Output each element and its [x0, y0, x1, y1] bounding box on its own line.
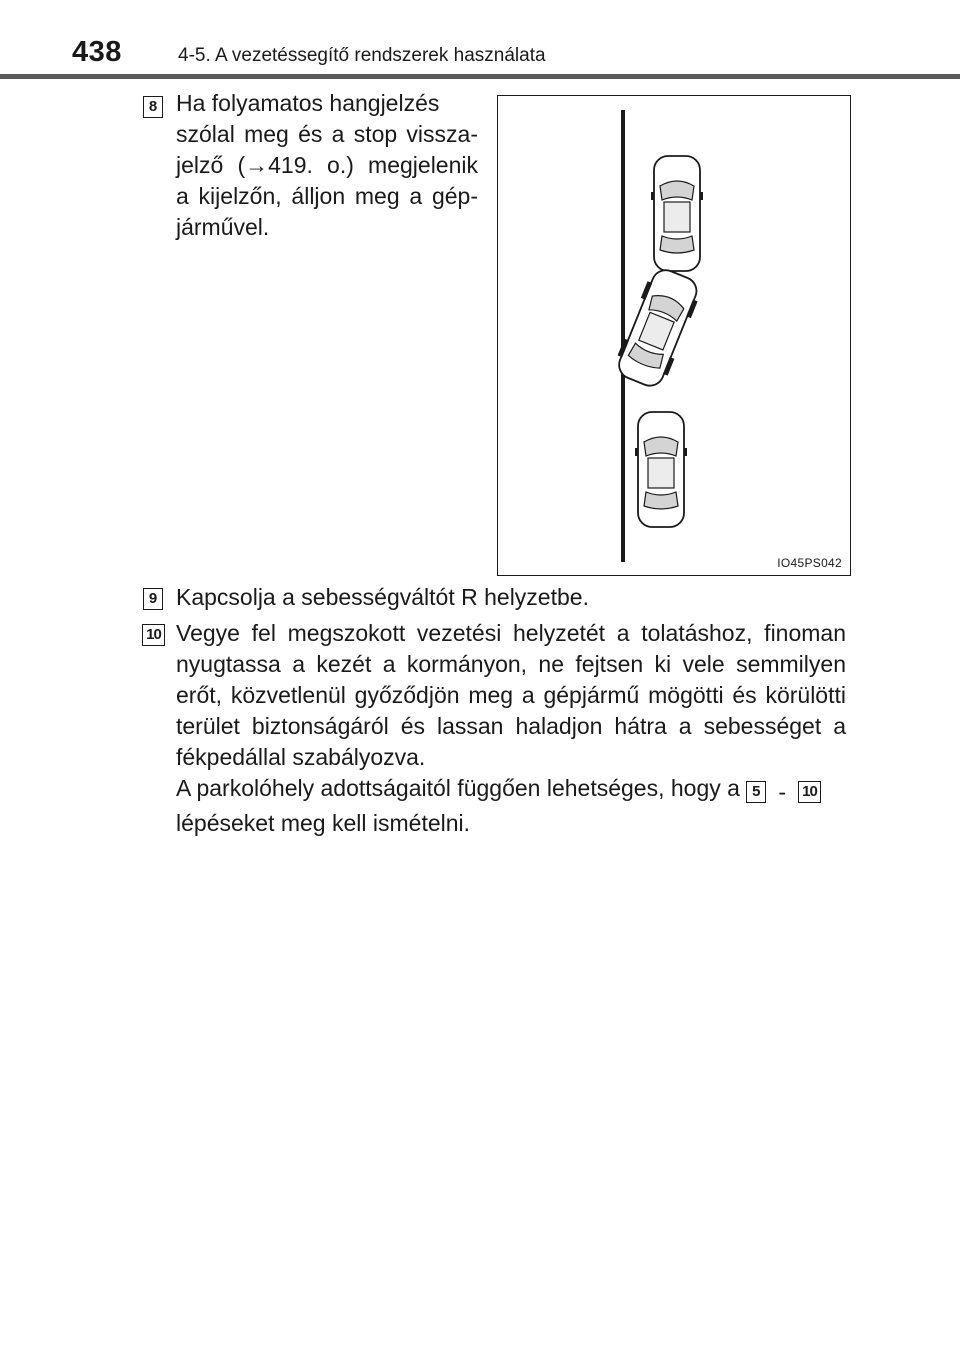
curb-line	[621, 110, 625, 562]
figure-code: IO45PS042	[777, 556, 842, 570]
parked-car-icon	[635, 412, 687, 527]
step-9-text	[176, 582, 846, 613]
text-line-content: Ha folyamatos hangjelzés	[176, 90, 440, 116]
note-prefix: A parkolóhely adottságaitól függően lehetséges, hogy a	[176, 775, 740, 801]
step-badge-9: 9	[143, 588, 163, 610]
page-number: 438	[72, 36, 122, 68]
inline-step-badge-5: 5	[746, 781, 766, 803]
text-line: járművel.	[176, 214, 270, 240]
range-separator: -	[778, 778, 786, 805]
text-line: jelző (→419. o.) megjelenik	[176, 152, 478, 178]
chapter-title: 4-5. A vezetéssegítő rendszerek használata	[178, 45, 546, 66]
text-line: szólal meg és a stop vissza-	[176, 121, 478, 147]
step-8-text	[176, 88, 478, 243]
step-range	[746, 777, 821, 808]
text-line: Vegye fel megszokott vezetési helyzetét a tolatáshoz, finoman	[176, 620, 846, 646]
step-10-text	[176, 618, 846, 839]
parking-diagram	[498, 96, 849, 574]
text-line	[176, 88, 478, 119]
text-line: erőt, közvetlenül győződjön meg a gépjármű mögötti és körülötti	[176, 682, 846, 708]
text-line: nyugtassa a kezét a kormányon, ne fejtsen ki vele semmilyen	[176, 651, 846, 677]
text-line: a kijelzőn, álljon meg a gép-	[176, 183, 478, 209]
text-line: fékpedállal szabályozva.	[176, 744, 426, 770]
step-badge-8: 8	[143, 96, 163, 118]
parking-illustration	[497, 95, 851, 576]
step-badge-10: 10	[142, 624, 165, 646]
maneuvering-car-icon	[611, 265, 704, 392]
inline-step-badge-10: 10	[798, 781, 821, 803]
text-line: Kapcsolja a sebességváltót R helyzetbe.	[176, 584, 589, 610]
header-rule	[0, 74, 960, 79]
parked-car-icon	[651, 156, 703, 271]
note-line-2: lépéseket meg kell ismételni.	[176, 809, 471, 836]
text-line: terület biztonságáról és lassan haladjon hátra a sebességet a	[176, 713, 846, 739]
page-header	[0, 0, 960, 80]
note-line-1	[176, 773, 846, 808]
